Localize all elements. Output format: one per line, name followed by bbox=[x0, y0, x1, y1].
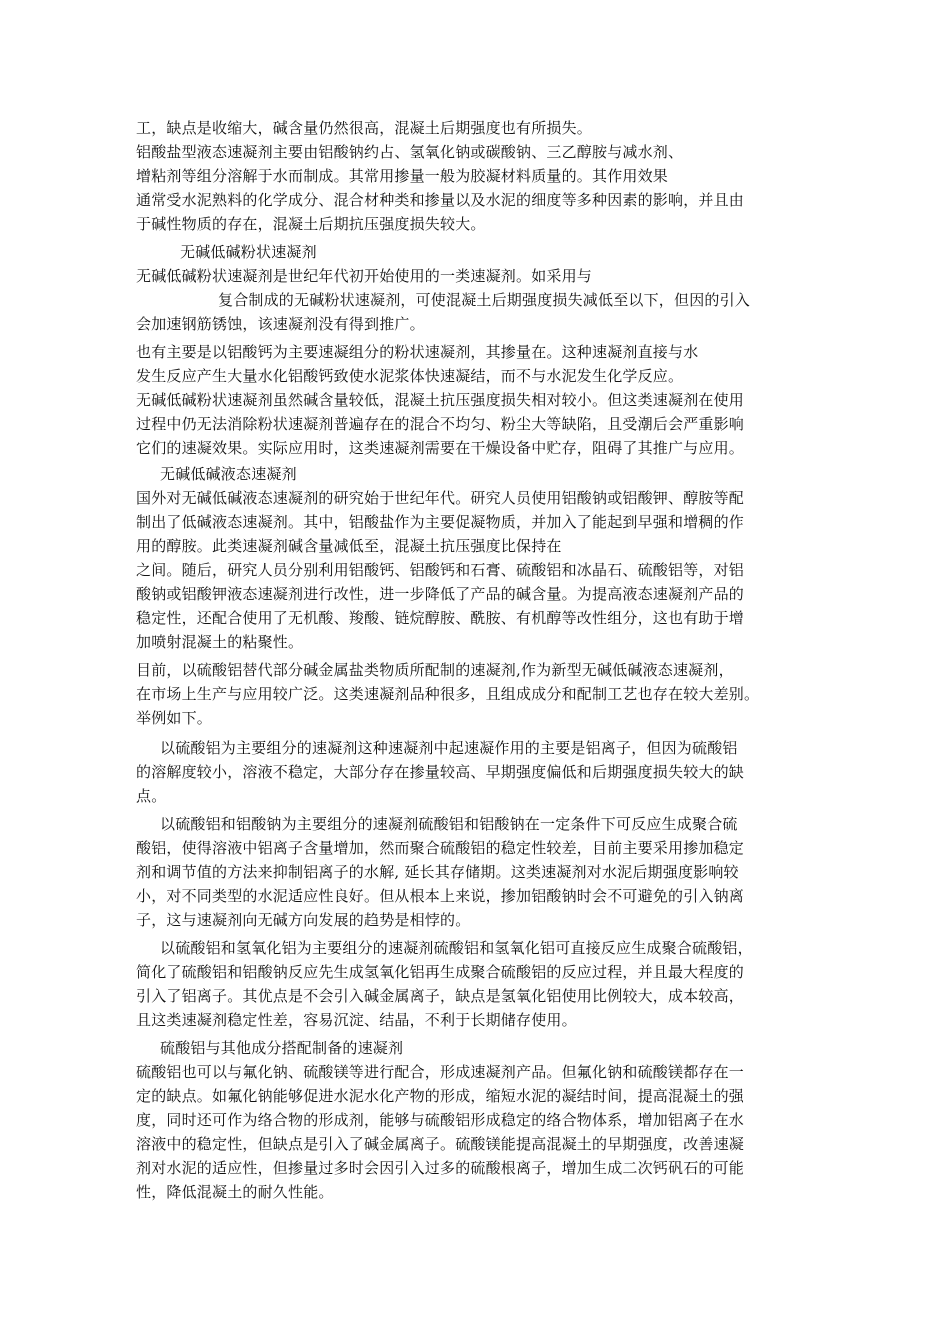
text-line: 铝酸盐型液态速凝剂主要由铝酸钠约占、氢氧化钠或碳酸钠、三乙醇胺与减水剂、 bbox=[136, 143, 684, 161]
text-line: 复合制成的无碱粉状速凝剂，可使混凝土后期强度损失减低至以下，但因的引入 bbox=[218, 291, 751, 309]
text-line: 性，降低混凝土的耐久性能。 bbox=[136, 1183, 334, 1201]
text-line: 加喷射混凝土的粘聚性。 bbox=[136, 633, 304, 651]
text-line: 之间。随后，研究人员分别利用铝酸钙、铝酸钙和石膏、硫酸铝和冰晶石、硫酸铝等，对铝 bbox=[136, 561, 745, 579]
text-line: 以硫酸铝为主要组分的速凝剂这种速凝剂中起速凝作用的主要是铝离子，但因为硫酸铝 bbox=[160, 739, 738, 757]
text-line: 工，缺点是收缩大，碱含量仍然很高，混凝土后期强度也有所损失。 bbox=[136, 119, 593, 137]
text-line: 引入了铝离子。其优点是不会引入碱金属离子，缺点是氢氧化铝使用比例较大，成本较高， bbox=[136, 987, 745, 1005]
text-line: 于碱性物质的存在，混凝土后期抗压强度损失较大。 bbox=[136, 215, 486, 233]
text-line: 增粘剂等组分溶解于水而制成。其常用掺量一般为胶凝材料质量的。其作用效果 bbox=[136, 167, 669, 185]
text-line: 通常受水泥熟料的化学成分、混合材种类和掺量以及水泥的细度等多种因素的影响，并且由 bbox=[136, 191, 745, 209]
text-line: 发生反应产生大量水化铝酸钙致使水泥浆体快速凝结，而不与水泥发生化学反应。 bbox=[136, 367, 684, 385]
text-line: 酸钠或铝酸钾液态速凝剂进行改性，进一步降低了产品的碱含量。为提高液态速凝剂产品的 bbox=[136, 585, 745, 603]
text-line: 无碱低碱粉状速凝剂是世纪年代初开始使用的一类速凝剂。如采用与 bbox=[136, 267, 593, 285]
text-line: 无碱低碱粉状速凝剂 bbox=[180, 243, 317, 261]
text-line: 点。 bbox=[136, 787, 167, 805]
text-line: 过程中仍无法消除粉状速凝剂普遍存在的混合不均匀、粉尘大等缺陷，且受潮后会严重影响 bbox=[136, 415, 745, 433]
text-line: 简化了硫酸铝和铝酸钠反应先生成氢氧化铝再生成聚合硫酸铝的反应过程，并且最大程度的 bbox=[136, 963, 745, 981]
text-line: 硫酸铝与其他成分搭配制备的速凝剂 bbox=[160, 1039, 404, 1057]
text-line: 稳定性，还配合使用了无机酸、羧酸、链烷醇胺、酰胺、有机醇等改性组分，这也有助于增 bbox=[136, 609, 745, 627]
text-line: 剂和调节值的方法来抑制铝离子的水解, 延长其存储期。这类速凝剂对水泥后期强度影响较 bbox=[136, 863, 739, 881]
text-line: 度，同时还可作为络合物的形成剂，能够与硫酸铝形成稳定的络合物体系，增加铝离子在水 bbox=[136, 1111, 745, 1129]
text-line: 目前，以硫酸铝替代部分碱金属盐类物质所配制的速凝剂,作为新型无碱低碱液态速凝剂， bbox=[136, 661, 734, 679]
text-line: 以硫酸铝和铝酸钠为主要组分的速凝剂硫酸铝和铝酸钠在一定条件下可反应生成聚合硫 bbox=[160, 815, 738, 833]
text-line: 它们的速凝效果。实际应用时，这类速凝剂需要在干燥设备中贮存，阻碍了其推广与应用。 bbox=[136, 439, 745, 457]
text-line: 小，对不同类型的水泥适应性良好。但从根本上来说，掺加铝酸钠时会不可避免的引入钠离 bbox=[136, 887, 745, 905]
text-line: 剂对水泥的适应性，但掺量过多时会因引入过多的硫酸根离子，增加生成二次钙矾石的可能 bbox=[136, 1159, 745, 1177]
text-line: 举例如下。 bbox=[136, 709, 213, 727]
text-line: 硫酸铝也可以与氟化钠、硫酸镁等进行配合，形成速凝剂产品。但氟化钠和硫酸镁都存在一 bbox=[136, 1063, 745, 1081]
text-line: 无碱低碱液态速凝剂 bbox=[160, 465, 297, 483]
text-line: 酸铝，使得溶液中铝离子含量增加，然而聚合硫酸铝的稳定性较差，目前主要采用掺加稳定 bbox=[136, 839, 745, 857]
text-line: 无碱低碱粉状速凝剂虽然碱含量较低，混凝土抗压强度损失相对较小。但这类速凝剂在使用 bbox=[136, 391, 745, 409]
text-line: 制出了低碱液态速凝剂。其中，铝酸盐作为主要促凝物质，并加入了能起到早强和增稠的作 bbox=[136, 513, 745, 531]
text-line: 以硫酸铝和氢氧化铝为主要组分的速凝剂硫酸铝和氢氧化铝可直接反应生成聚合硫酸铝， bbox=[160, 939, 753, 957]
text-line: 溶液中的稳定性，但缺点是引入了碱金属离子。硫酸镁能提高混凝土的早期强度，改善速凝 bbox=[136, 1135, 745, 1153]
text-line: 在市场上生产与应用较广泛。这类速凝剂品种很多，且组成成分和配制工艺也存在较大差别。 bbox=[136, 685, 760, 703]
text-line: 且这类速凝剂稳定性差，容易沉淀、结晶，不利于长期储存使用。 bbox=[136, 1011, 577, 1029]
text-line: 也有主要是以铝酸钙为主要速凝组分的粉状速凝剂，其掺量在。这种速凝剂直接与水 bbox=[136, 343, 699, 361]
text-line: 子，这与速凝剂向无碱方向发展的趋势是相悖的。 bbox=[136, 911, 471, 929]
text-line: 用的醇胺。此类速凝剂碱含量减低至，混凝土抗压强度比保持在 bbox=[136, 537, 562, 555]
text-line: 国外对无碱低碱液态速凝剂的研究始于世纪年代。研究人员使用铝酸钠或铝酸钾、醇胺等配 bbox=[136, 489, 745, 507]
text-line: 的溶解度较小，溶液不稳定，大部分存在掺量较高、早期强度偏低和后期强度损失较大的缺 bbox=[136, 763, 745, 781]
text-line: 会加速钢筋锈蚀，该速凝剂没有得到推广。 bbox=[136, 315, 425, 333]
text-line: 定的缺点。如氟化钠能够促进水泥水化产物的形成，缩短水泥的凝结时间，提高混凝土的强 bbox=[136, 1087, 745, 1105]
